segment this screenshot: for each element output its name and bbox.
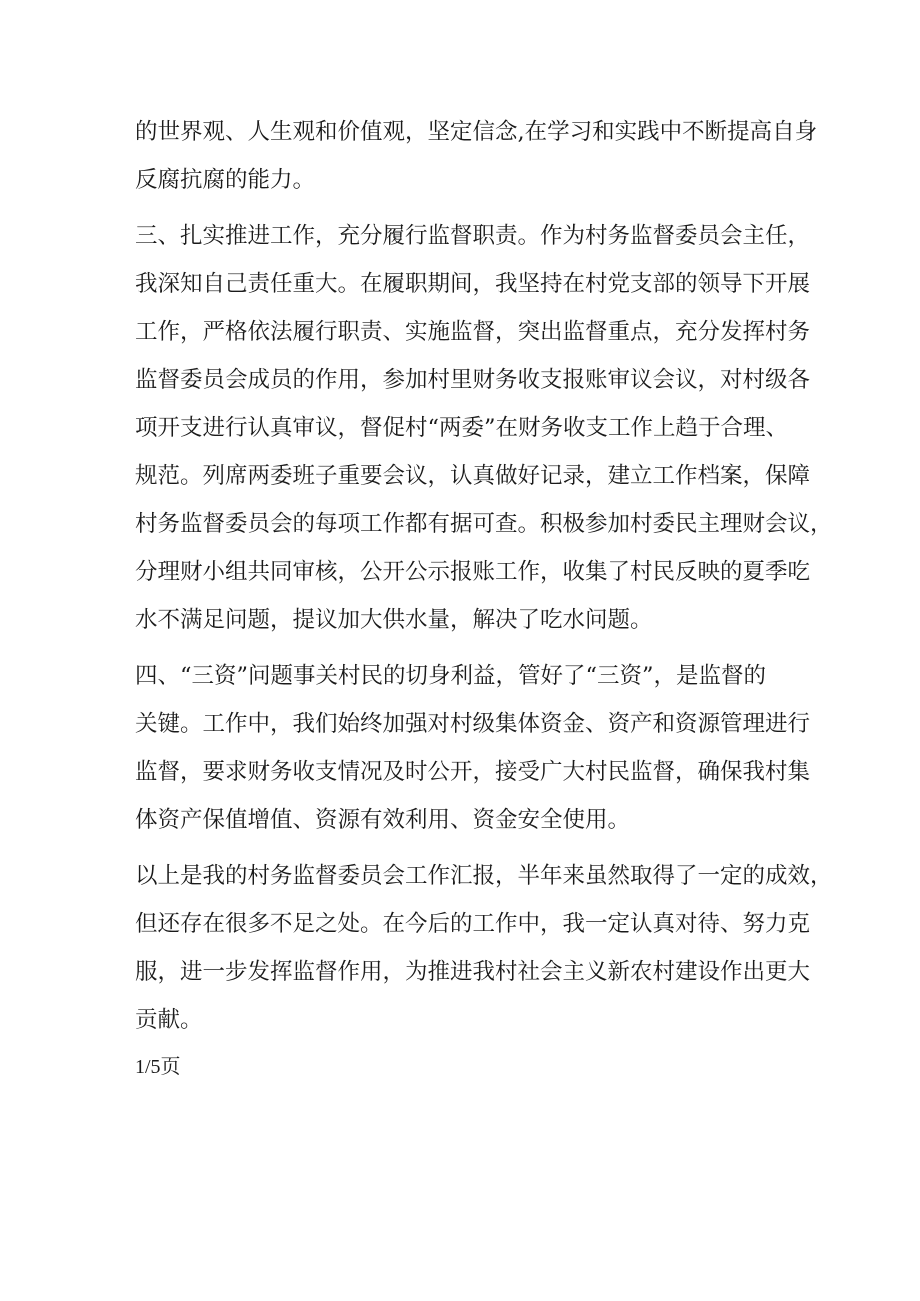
text-line: 我深知自己责任重大。在履职期间，我坚持在村党支部的领导下开展 [135,271,811,297]
text-line: 分理财小组共同审核，公开公示报账工作，收集了村民反映的夏季吃 [135,559,811,585]
paragraph-worldview [135,108,818,204]
paragraph-section-four [135,652,811,844]
text-line: 规范。列席两委班子重要会议，认真做好记录，建立工作档案，保障 [135,463,811,489]
text-line: 反腐抗腐的能力。 [135,167,316,193]
text-line: 关键。工作中，我们始终加强对村级集体资金、资产和资源管理进行 [135,711,811,737]
text-line: 监督委员会成员的作用，参加村里财务收支报账审议会议，对村级各 [135,367,811,393]
paragraph-conclusion [135,852,833,1044]
text-line: 以上是我的村务监督委员会工作汇报，半年来虽然取得了一定的成效， [135,863,833,889]
text-line: 水不满足问题，提议加大供水量，解决了吃水问题。 [135,607,653,633]
text-line: 村务监督委员会的每项工作都有据可查。积极参加村委民主理财会议， [135,511,833,537]
text-line: 三、扎实推进工作，充分履行监督职责。作为村务监督委员会主任， [135,223,811,249]
text-line: 四、“三资”问题事关村民的切身利益，管好了“三资”，是监督的 [135,663,767,689]
text-line: 体资产保值增值、资源有效利用、资金安全使用。 [135,807,631,833]
page-number: 1/5页 [135,1056,181,1078]
text-line: 的世界观、人生观和价值观，坚定信念,在学习和实践中不断提高自身 [135,119,818,145]
text-line: 工作，严格依法履行职责、实施监督，突出监督重点，充分发挥村务 [135,319,811,345]
text-line: 服，进一步发挥监督作用，为推进我村社会主义新农村建设作出更大 [135,959,811,985]
text-line: 贡献。 [135,1007,203,1033]
document-body [135,108,833,1052]
text-line: 监督，要求财务收支情况及时公开，接受广大村民监督，确保我村集 [135,759,811,785]
text-line: 但还存在很多不足之处。在今后的工作中，我一定认真对待、努力克 [135,911,811,937]
paragraph-section-three [135,212,833,644]
text-line: 项开支进行认真审议，督促村“两委”在财务收支工作上趋于合理、 [135,415,789,441]
